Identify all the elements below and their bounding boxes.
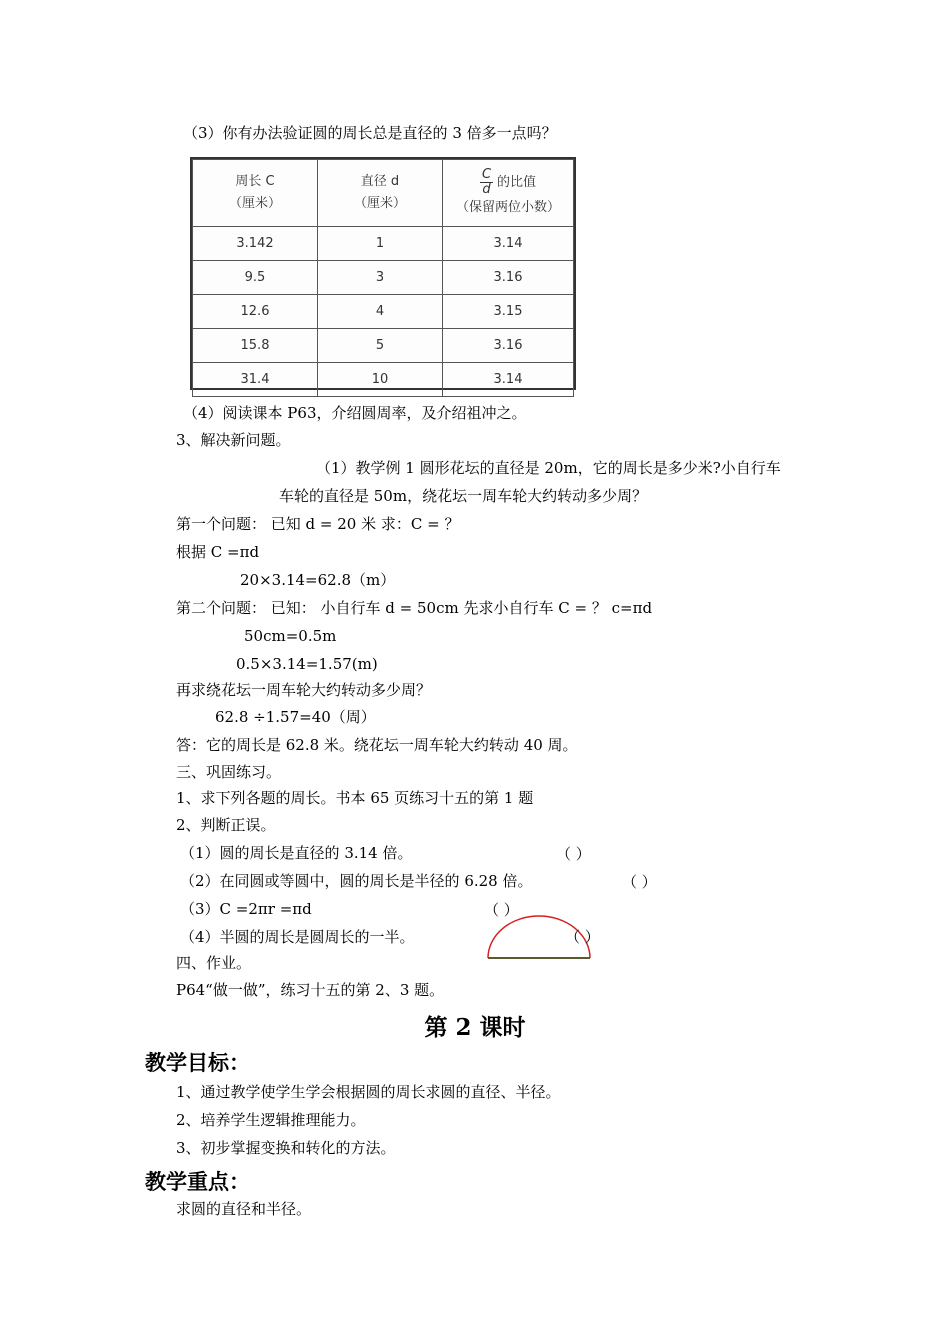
goal-item: 3、初步掌握变换和转化的方法。	[176, 1139, 396, 1157]
question-4: （4）阅读课本 P63，介绍圆周率，及介绍祖冲之。	[183, 404, 527, 422]
exercise-1: 1、求下列各题的周长。书本 65 页练习十五的第 1 题	[176, 789, 534, 807]
header-ratio: $\frac{C}{d}$ 的比值 （保留两位小数）	[443, 160, 574, 227]
judge-item-1: （1）圆的周长是直径的 3.14 倍。	[180, 844, 413, 862]
problem-2-given: 第二个问题： 已知： 小自行车 d = 50cm 先求小自行车 C = ？ c=πd	[176, 599, 653, 617]
problem-1-given: 第一个问题： 已知 d = 20 米 求：C = ？	[176, 515, 460, 533]
table-row: 12.6 4 3.15	[193, 295, 574, 329]
fraction-c-over-d: $\frac{C}{d}$	[481, 166, 492, 197]
question-3: （3）你有办法验证圆的周长总是直径的 3 倍多一点吗？	[183, 124, 557, 142]
exercise-2: 2、判断正误。	[176, 816, 276, 834]
problem-2-question: 再求绕花坛一周车轮大约转动多少周？	[176, 681, 432, 699]
answer-blank-4[interactable]: （ ）	[565, 928, 600, 946]
answer-blank-3[interactable]: （ ）	[484, 901, 519, 919]
goal-item: 1、通过教学使学生学会根据圆的周长求圆的直径、半径。	[176, 1083, 561, 1101]
header-diameter: 直径 d （厘米）	[318, 160, 443, 227]
header-circumference: 周长 C （厘米）	[193, 160, 318, 227]
answer-blank-1[interactable]: （ ）	[556, 845, 591, 863]
example-1-line-1: （1）教学例 1 圆形花坛的直径是 20m，它的周长是多少米?小自行车	[316, 459, 781, 477]
homework-line: P64“做一做”，练习十五的第 2、3 题。	[176, 981, 445, 999]
calc-turns: 62.8 ÷1.57=40（周）	[215, 708, 376, 726]
judge-item-4: （4）半圆的周长是圆周长的一半。	[180, 928, 415, 946]
section-four-heading: 四、作业。	[176, 954, 252, 972]
ratio-table	[190, 157, 576, 390]
judge-item-2: （2）在同圆或等圆中，圆的周长是半径的 6.28 倍。	[180, 872, 533, 890]
calc-wheel-circumference: 0.5×3.14=1.57(m)	[236, 655, 378, 673]
table-row: 9.5 3 3.16	[193, 261, 574, 295]
goals-heading: 教学目标：	[145, 1050, 250, 1075]
table-header-row	[193, 160, 574, 227]
calc-circumference: 20×3.14=62.8（m）	[240, 571, 396, 589]
answer-line: 答：它的周长是 62.8 米。绕花坛一周车轮大约转动 40 周。	[176, 736, 578, 754]
example-1-line-2: 车轮的直径是 50m，绕花坛一周车轮大约转动多少周？	[279, 487, 648, 505]
focus-text: 求圆的直径和半径。	[176, 1200, 312, 1218]
focus-heading: 教学重点：	[145, 1169, 250, 1194]
section-3-heading: 3、解决新问题。	[176, 431, 291, 449]
formula-line: 根据 C =πd	[176, 543, 260, 561]
unit-conversion: 50cm=0.5m	[244, 627, 337, 645]
judge-item-3: （3）C =2πr =πd	[180, 900, 312, 918]
answer-blank-2[interactable]: （ ）	[622, 873, 657, 891]
goal-item: 2、培养学生逻辑推理能力。	[176, 1111, 366, 1129]
table-row: 31.4 10 3.14	[193, 363, 574, 397]
lesson-2-title: 第 2 课时	[424, 1014, 526, 1041]
section-three-heading: 三、巩固练习。	[176, 763, 282, 781]
table-row: 3.142 1 3.14	[193, 227, 574, 261]
table-row: 15.8 5 3.16	[193, 329, 574, 363]
